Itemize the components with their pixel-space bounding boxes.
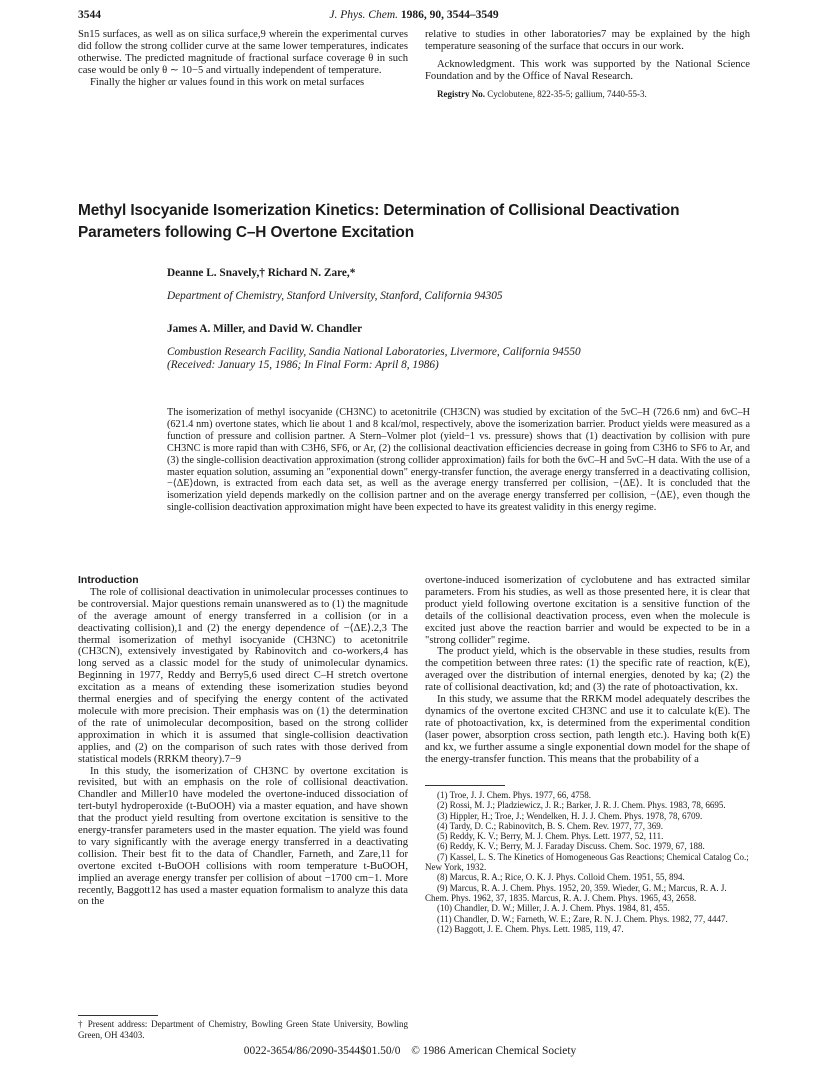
page-number: 3544 [78,9,101,21]
affiliation-2 [167,346,581,372]
footnote-divider [78,1015,158,1016]
journal-citation [78,9,750,21]
authors-group-2: James A. Miller, and David W. Chandler [167,323,363,335]
reference-item: (9) Marcus, R. A. J. Chem. Phys. 1952, 20, 359. Wieder, G. M.; Marcus, R. A. J. Chem. Phys. 1962, 37, 1835. Marcus, R. A. J. Chem. Phys. 1965, 43, 2658. [425,882,727,903]
acknowledgment: Acknowledgment. This work was supported by the National Science Foundation and by the Office of Naval Research. [425,58,750,82]
previous-article-left-column [78,29,408,89]
reference-item: (2) Rossi, M. J.; Pladziewicz, J. R.; Barker, J. R. J. Chem. Phys. 1983, 78, 6695. [437,800,726,811]
reference-item: (5) Reddy, K. V.; Berry, M. J. Chem. Phys. Lett. 1977, 52, 111. [437,831,664,842]
paragraph: Finally the higher αr values found in this work on metal surfaces [90,76,365,88]
author-footnote: † Present address: Department of Chemistry, Bowling Green State University, Bowling Green, OH 43403. [78,1019,408,1040]
previous-article-right-column [425,29,750,101]
journal-volume: 1986, 90, 3544–3549 [400,9,499,21]
paragraph: The product yield, which is the observable in these studies, results from the competition between three rates: (1) the specific rate of reaction, k(E), averaged over the distribution of internal energies, denoted by ka; (2) the rate of collisional deactivation, kd; and (3) the rate of photoactivation, kx. [425,646,750,694]
reference-item: (1) Troe, J. J. Chem. Phys. 1977, 66, 4758. [437,790,592,800]
introduction-left-column [78,575,408,908]
abstract: The isomerization of methyl isocyanide (CH3NC) to acetonitrile (CH3CN) was studied by excitation of the 5νC–H (726.6 nm) and 6νC–H (621.4 nm) overtone states, which lie about 1 and 8 kcal/mol, respectively, above the isomerization barrier. Product yields were measured as a function of pressure and collision partner. A Stern–Volmer plot (yield−1 vs. pressure) shows that (1) deactivation by collision with pure CH3NC is more rapid than with C3H6, SF6, or Ar, (2) the collisional deactivation efficiencies decrease in going from C3H6 to SF6 to Ar, and (3) the single-collision deactivation approximation (strong collider approximation) fails for both the 6νC–H and 5νC–H data. With the use of a master equation solution, assuming an "exponential down" energy-transfer function, the average energy transferred in a deactivating collision, −⟨ΔE⟩down, is extracted from each data set, as well as the average energy transferred per collision, −⟨ΔE⟩. It is concluded that the isomerization yield depends markedly on the collision partner and on the average energy transferred per collision, −⟨ΔE⟩, even though the single-collision deactivation approximation might have been expected to have its greatest validity in this energy regime. [167,407,750,514]
paragraph: Sn15 surfaces, as well as on silica surface,9 wherein the experimental curves did follow the strong collider curve at the same lower temperatures, indicates otherwise. The predicted magnitude of fractional surface coverage θ in such case would be only θ ∼ 10−5 and virtually independent of temperature. [78,29,408,76]
paragraph: The role of collisional deactivation in unimolecular processes continues to be controversial. Major questions remain unanswered as to (1) the magnitude of the average amount of energy transferred in a collision (or in a deactivating collision),1 and (2) the energy dependence of −⟨ΔE⟩.2,3 The thermal isomerization of methyl isocyanide (CH3NC) to acetonitrile (CH3CN), extensively investigated by Rabinovitch and co-workers,4 has long served as a classic model for the study of unimolecular dynamics. Beginning in 1977, Reddy and Berry5,6 used direct C–H stretch overtone excitation as a means of extending these isomerization studies beyond thermal energies and of specifying the energy content of the activated molecule with more precision. Their emphasis was on (1) the determination of the rate of unimolecular decomposition, based on the strong collider approximation in which it is assumed that single-collision deactivation applies, and (2) on the comparison of such rates with those derived from statistical models (RRKM theory).7−9 [78,586,408,765]
reference-item: (7) Kassel, L. S. The Kinetics of Homogeneous Gas Reactions; Chemical Catalog Co.; New York, 1932. [425,851,749,873]
copyright: © 1986 American Chemical Society [411,1045,577,1057]
page-footer [0,1045,820,1057]
article-code: 0022-3654/86/2090-3544$01.50/0 [243,1045,401,1057]
authors-group-1: Deanne L. Snavely,† Richard N. Zare,* [167,267,356,279]
registry-label: Registry No. [437,88,485,99]
section-heading: Introduction [78,575,139,586]
article-title: Methyl Isocyanide Isomerization Kinetics: Determination of Collisional Deactivation Parameters following C–H Overtone Excitation [78,202,680,241]
references-list [425,790,750,934]
reference-item: (3) Hippler, H.; Troe, J.; Wendelken, H. J. J. Chem. Phys. 1978, 78, 6709. [437,810,703,821]
reference-item: (11) Chandler, D. W.; Farneth, W. E.; Zare, R. N. J. Chem. Phys. 1982, 77, 4447. [437,913,728,924]
registry-text: Cyclobutene, 822-35-5; gallium, 7440-55-3. [487,88,647,99]
paragraph: overtone-induced isomerization of cyclobutene and has extracted similar parameters. From his studies, as well as those presented here, it is clear that product yield following overtone excitation is a sensitive function of the details of the collisional deactivation process, even when the molecule is excited just above the reaction barrier and would be expected to be in a "strong collider" regime. [425,575,750,646]
reference-item: (10) Chandler, D. W.; Miller, J. A. J. Chem. Phys. 1984, 81, 455. [437,903,670,914]
reference-item: (6) Reddy, K. V.; Berry, M. J. Faraday Discuss. Chem. Soc. 1979, 67, 188. [437,841,705,852]
paragraph: relative to studies in other laboratories7 may be explained by the high temperature seasoning of the surface that occurs in our work. [425,29,750,52]
journal-name: J. Phys. Chem. [329,9,399,21]
paragraph: In this study, the isomerization of CH3NC by overtone excitation is revisited, but with an emphasis on the role of collisional deactivation. Chandler and Miller10 have modeled the overtone-induced dissociation of tert-butyl hydroperoxide (t-BuOOH) via a master equation, and have shown that the product yield resulting from overtone excitation is sensitive to the energy-transfer parameters used in the master equation. The yield was found to vary significantly with the average energy transferred in a deactivating collision. Their best fit to the data of Chandler, Farneth, and Zare,11 for overtone excited t-BuOOH collisions with room temperature t-BuOOH, implied an average energy transfer per collision of about −1700 cm−1. More recently, Baggott12 has used a master equation formalism to analyze this data on the [78,765,408,908]
reference-item: (8) Marcus, R. A.; Rice, O. K. J. Phys. Colloid Chem. 1951, 55, 894. [437,872,685,883]
reference-item: (12) Baggott, J. E. Chem. Phys. Lett. 1985, 119, 47. [437,923,624,934]
reference-item: (4) Tardy, D. C.; Rabinovitch, B. S. Chem. Rev. 1977, 77, 369. [437,820,664,831]
introduction-right-column [425,575,750,766]
received-dates: (Received: January 15, 1986; In Final Form: April 8, 1986) [167,359,439,371]
registry-numbers [425,89,750,101]
affiliation-1: Department of Chemistry, Stanford University, Stanford, California 94305 [167,290,503,302]
page-header [78,9,750,23]
references-divider [425,785,505,786]
affiliation-2-line: Combustion Research Facility, Sandia National Laboratories, Livermore, California 94550 [167,346,581,358]
paragraph: In this study, we assume that the RRKM model adequately describes the dynamics of the overtone excited CH3NC and use it to calculate k(E). The rate of photoactivation, kx, is determined from the experimental condition (laser power, absorption cross section, path length etc.). Having both k(E) and kx, we further assume a single exponential down model for the shape of the energy-transfer function. This means that the probability of a [425,694,750,765]
